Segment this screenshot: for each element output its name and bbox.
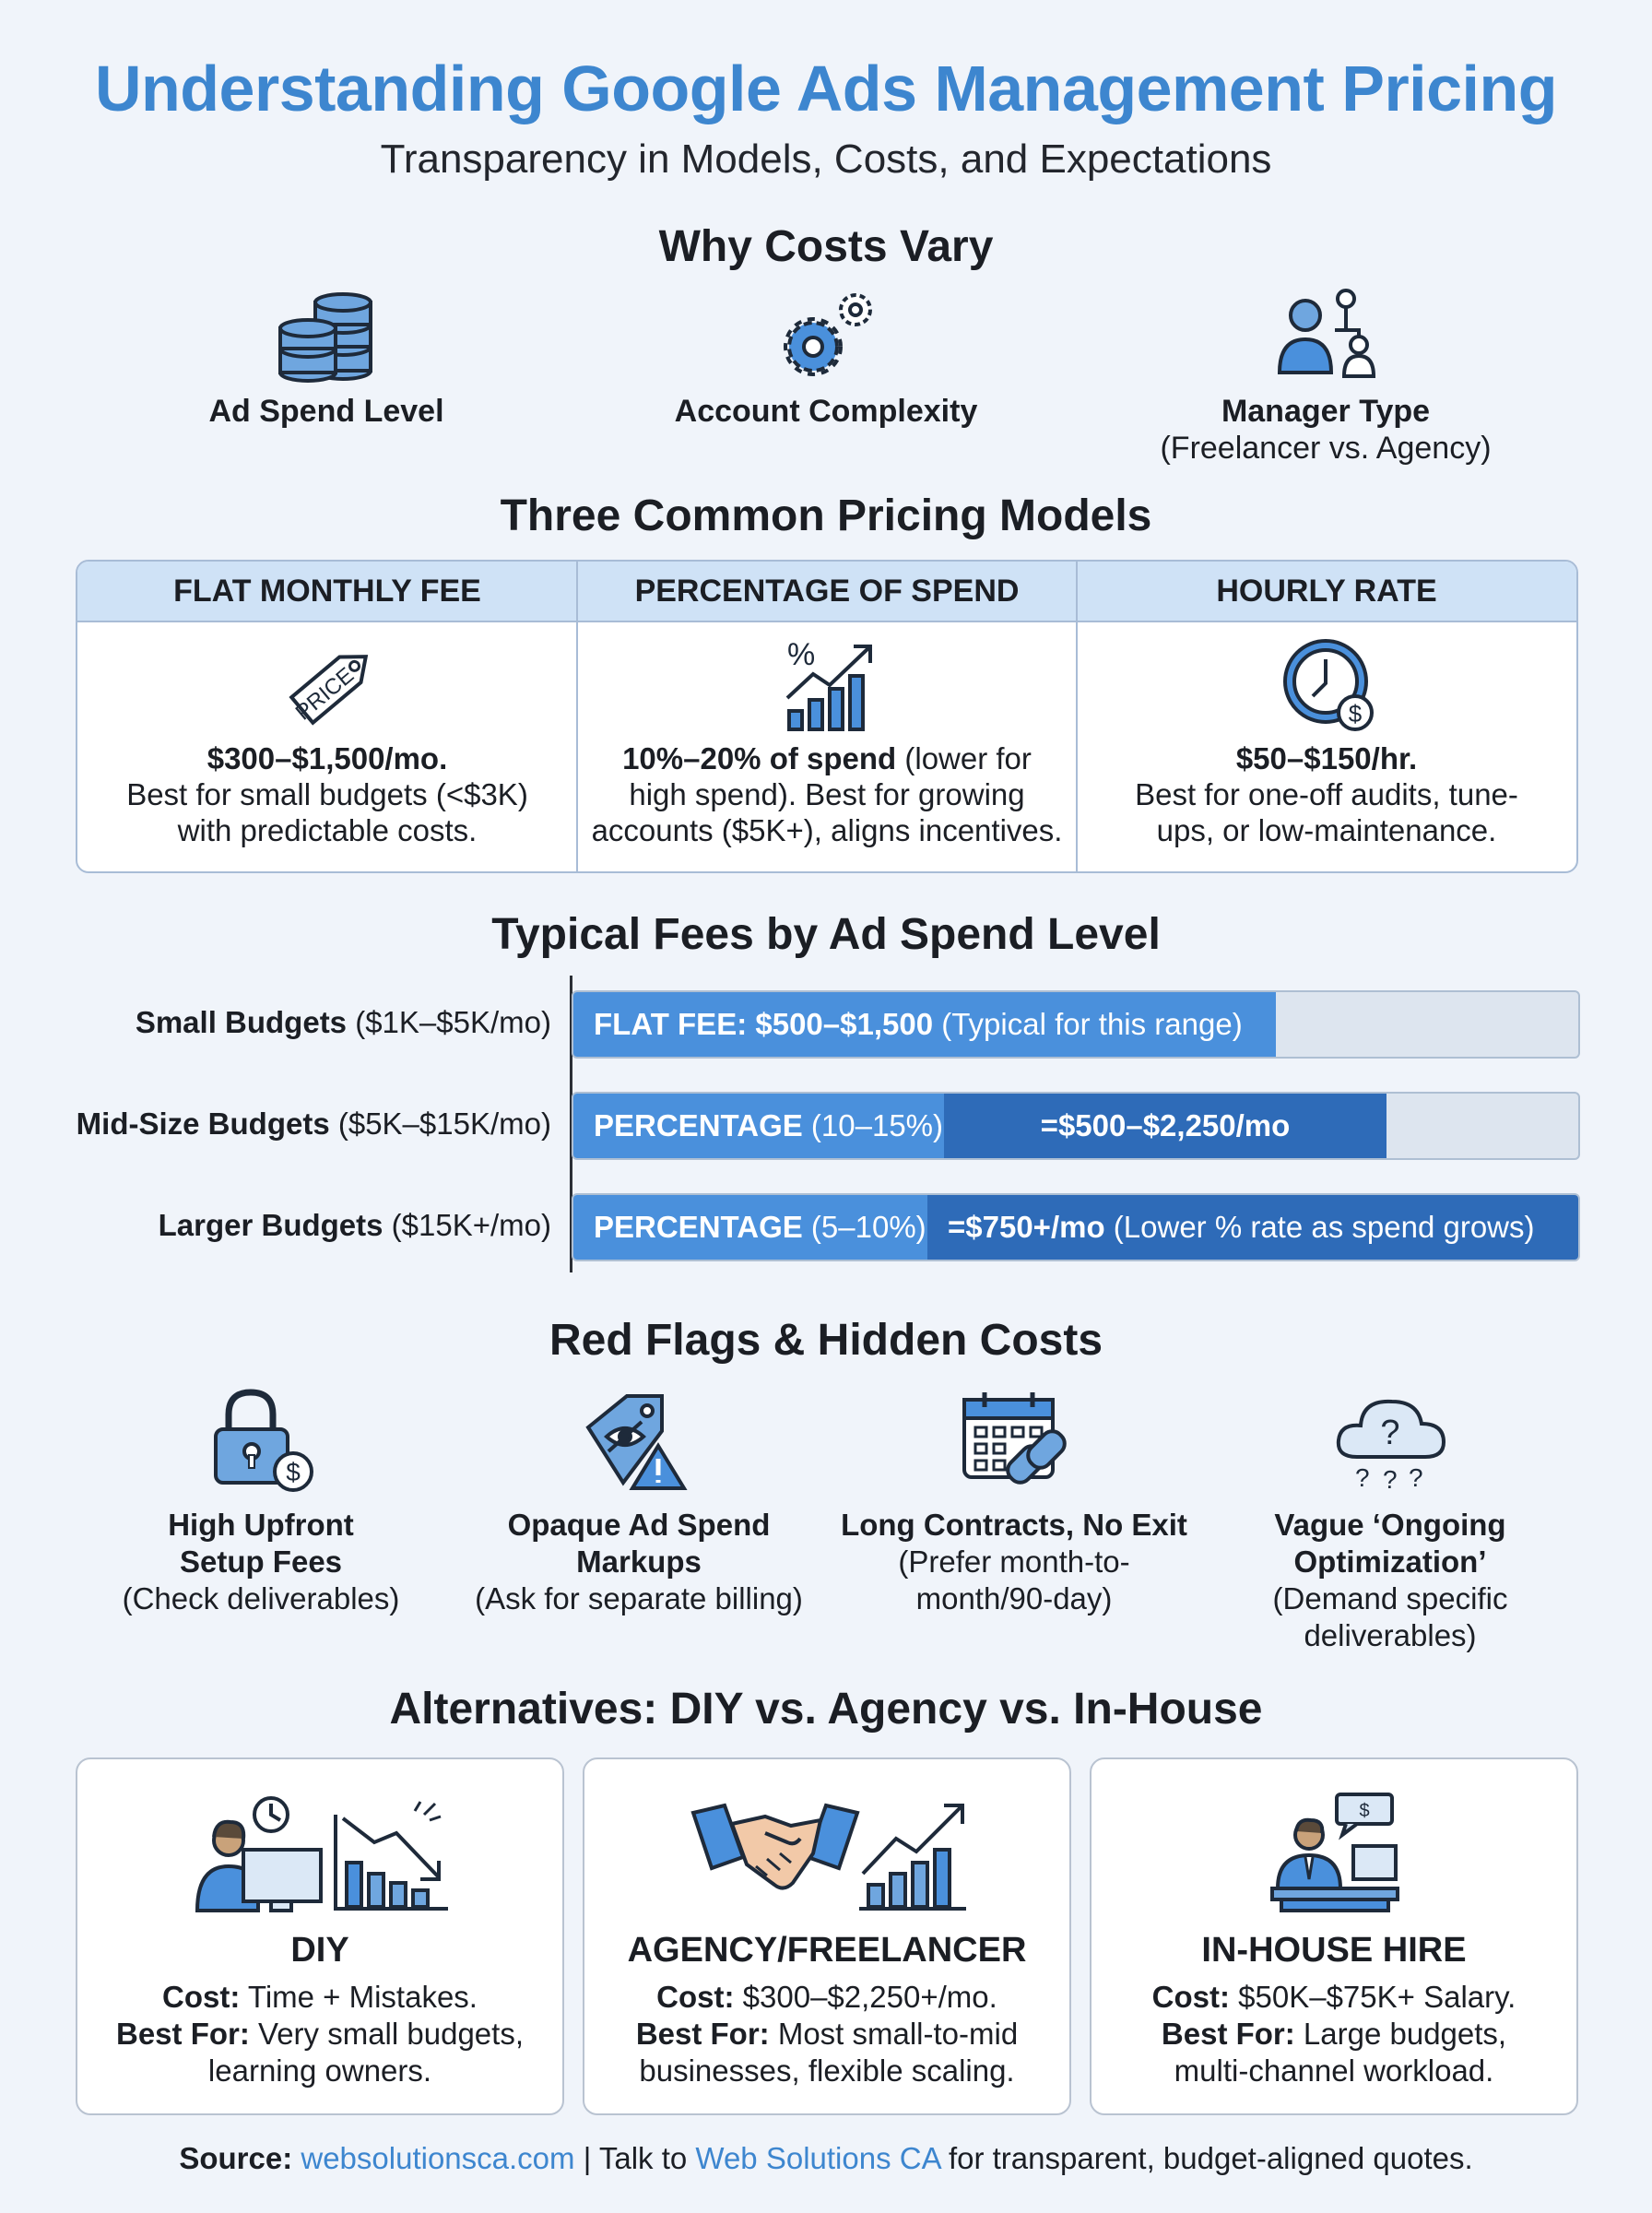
svg-text:?: ? (1383, 1465, 1398, 1494)
fee-bar-segment: FLAT FEE: $500–$1,500 (Typical for this range) (573, 992, 1276, 1057)
svg-text:?: ? (1355, 1463, 1370, 1492)
footer-divider: | (583, 2141, 592, 2175)
red-flag-item: Opaque Ad Spend Markups (Ask for separate billing) (475, 1508, 803, 1615)
page-title: Understanding Google Ads Management Pricing (94, 53, 1558, 124)
pricing-column-flat (77, 621, 577, 871)
coin-stack-icon (277, 288, 378, 380)
why-costs-vary-heading: Why Costs Vary (658, 222, 994, 271)
red-flag-item: Vague ‘Ongoing Optimization’ (Demand specific deliverables) (1272, 1508, 1508, 1652)
source-link[interactable]: websolutionsca.com (301, 2141, 575, 2175)
pricing-line: high spend). Best for growing (629, 777, 1025, 811)
pricing-line: Best for small budgets (<$3K) (126, 777, 528, 811)
fee-bar-segment: =$750+/mo (Lower % rate as spend grows) (927, 1195, 1578, 1260)
diy-worker-declining-chart-icon (194, 1796, 452, 1912)
source-label: Source: (179, 2141, 293, 2175)
red-flags-heading: Red Flags & Hidden Costs (549, 1316, 1103, 1365)
bar-row-label: Small Budgets ($1K–$5K/mo) (135, 1005, 551, 1039)
alternative-title: AGENCY/FREELANCER (627, 1931, 1027, 1970)
fee-bar-small (572, 990, 1580, 1059)
footer-tail: for transparent, budget-aligned quotes. (948, 2141, 1473, 2175)
pricing-line: accounts ($5K+), aligns incentives. (591, 813, 1063, 847)
red-flag-item: High Upfront Setup Fees (Check deliverables) (122, 1508, 400, 1615)
pricing-header-hourly: HOURLY RATE (1077, 562, 1576, 622)
price-tag-text: PRICE (290, 662, 360, 726)
question-cloud-icon (1335, 1392, 1449, 1494)
page-subtitle: Transparency in Models, Costs, and Expectations (380, 136, 1272, 182)
fee-bar-segment: PERCENTAGE (5–10%) (573, 1195, 927, 1260)
pricing-highlight: $50–$150/hr. (1235, 741, 1418, 775)
fee-bar-large (572, 1193, 1580, 1261)
pricing-models-table (76, 560, 1578, 873)
handshake-growth-chart-icon (691, 1796, 968, 1912)
svg-text:$: $ (1348, 700, 1363, 728)
padlock-dollar-icon (208, 1389, 315, 1492)
svg-text:$: $ (1359, 1801, 1370, 1821)
why-item-sub: (Freelancer vs. Agency) (1160, 431, 1492, 466)
svg-text:?: ? (1409, 1463, 1423, 1492)
in-house-employee-icon (1268, 1791, 1399, 1912)
people-network-icon (1274, 288, 1377, 380)
pricing-line: ups, or low-maintenance. (1156, 813, 1497, 847)
calendar-chain-icon (961, 1391, 1069, 1488)
pricing-column-hourly (1077, 621, 1576, 871)
pricing-highlight: $300–$1,500/mo. (206, 741, 448, 775)
why-item-label: Manager Type (1221, 394, 1431, 429)
fee-bar-segment: =$500–$2,250/mo (944, 1094, 1386, 1158)
svg-text:?: ? (1380, 1414, 1400, 1452)
pricing-line: Best for one-off audits, tune- (1135, 777, 1518, 811)
alternative-card-agency: AGENCY/FREELANCER Cost: $300–$2,250+/mo. Best For: Most small-to-mid businesses, flexible scaling. (583, 1757, 1071, 2115)
pricing-header-percentage: PERCENTAGE OF SPEND (577, 562, 1077, 622)
bar-row-label: Larger Budgets ($15K+/mo) (158, 1208, 551, 1242)
bar-row-label: Mid-Size Budgets ($5K–$15K/mo) (76, 1106, 551, 1141)
pricing-models-heading: Three Common Pricing Models (500, 491, 1152, 540)
pricing-line: with predictable costs. (177, 813, 478, 847)
pricing-highlight: 10%–20% of spend (622, 741, 897, 775)
alternative-title: IN-HOUSE HIRE (1201, 1931, 1467, 1970)
gears-icon (774, 288, 878, 380)
percent-growth-chart-icon (782, 637, 878, 733)
alternative-title: DIY (290, 1931, 349, 1970)
fee-bar-mid (572, 1092, 1580, 1160)
clock-dollar-icon (1281, 637, 1377, 733)
pricing-rest: (lower for (896, 741, 1032, 775)
svg-text:%: % (787, 637, 816, 672)
footer (0, 2141, 1652, 2176)
pricing-column-percentage (577, 621, 1077, 871)
pricing-header-flat: FLAT MONTHLY FEE (77, 562, 577, 622)
alternative-card-inhouse: $ IN-HOUSE HIRE Cost: $50K–$75K+ Salary. Best For: Large budgets, multi-channel workload. (1090, 1757, 1578, 2115)
fee-bar-segment: PERCENTAGE (10–15%) (573, 1094, 944, 1158)
price-tag-icon (284, 639, 380, 731)
alternative-card-diy: DIY Cost: Time + Mistakes. Best For: Very small budgets, learning owners. (76, 1757, 564, 2115)
svg-text:$: $ (286, 1458, 301, 1486)
footer-talk-to: Talk to (598, 2141, 688, 2175)
red-flag-item: Long Contracts, No Exit (Prefer month-to- month/90-day) (841, 1508, 1187, 1615)
why-item-label: Ad Spend Level (208, 394, 444, 429)
alternatives-heading: Alternatives: DIY vs. Agency vs. In-House (389, 1685, 1263, 1734)
hidden-tag-warning-icon (583, 1391, 697, 1494)
company-link[interactable]: Web Solutions CA (695, 2141, 940, 2175)
why-item-label: Account Complexity (674, 394, 978, 429)
fees-by-spend-heading: Typical Fees by Ad Spend Level (491, 910, 1161, 959)
